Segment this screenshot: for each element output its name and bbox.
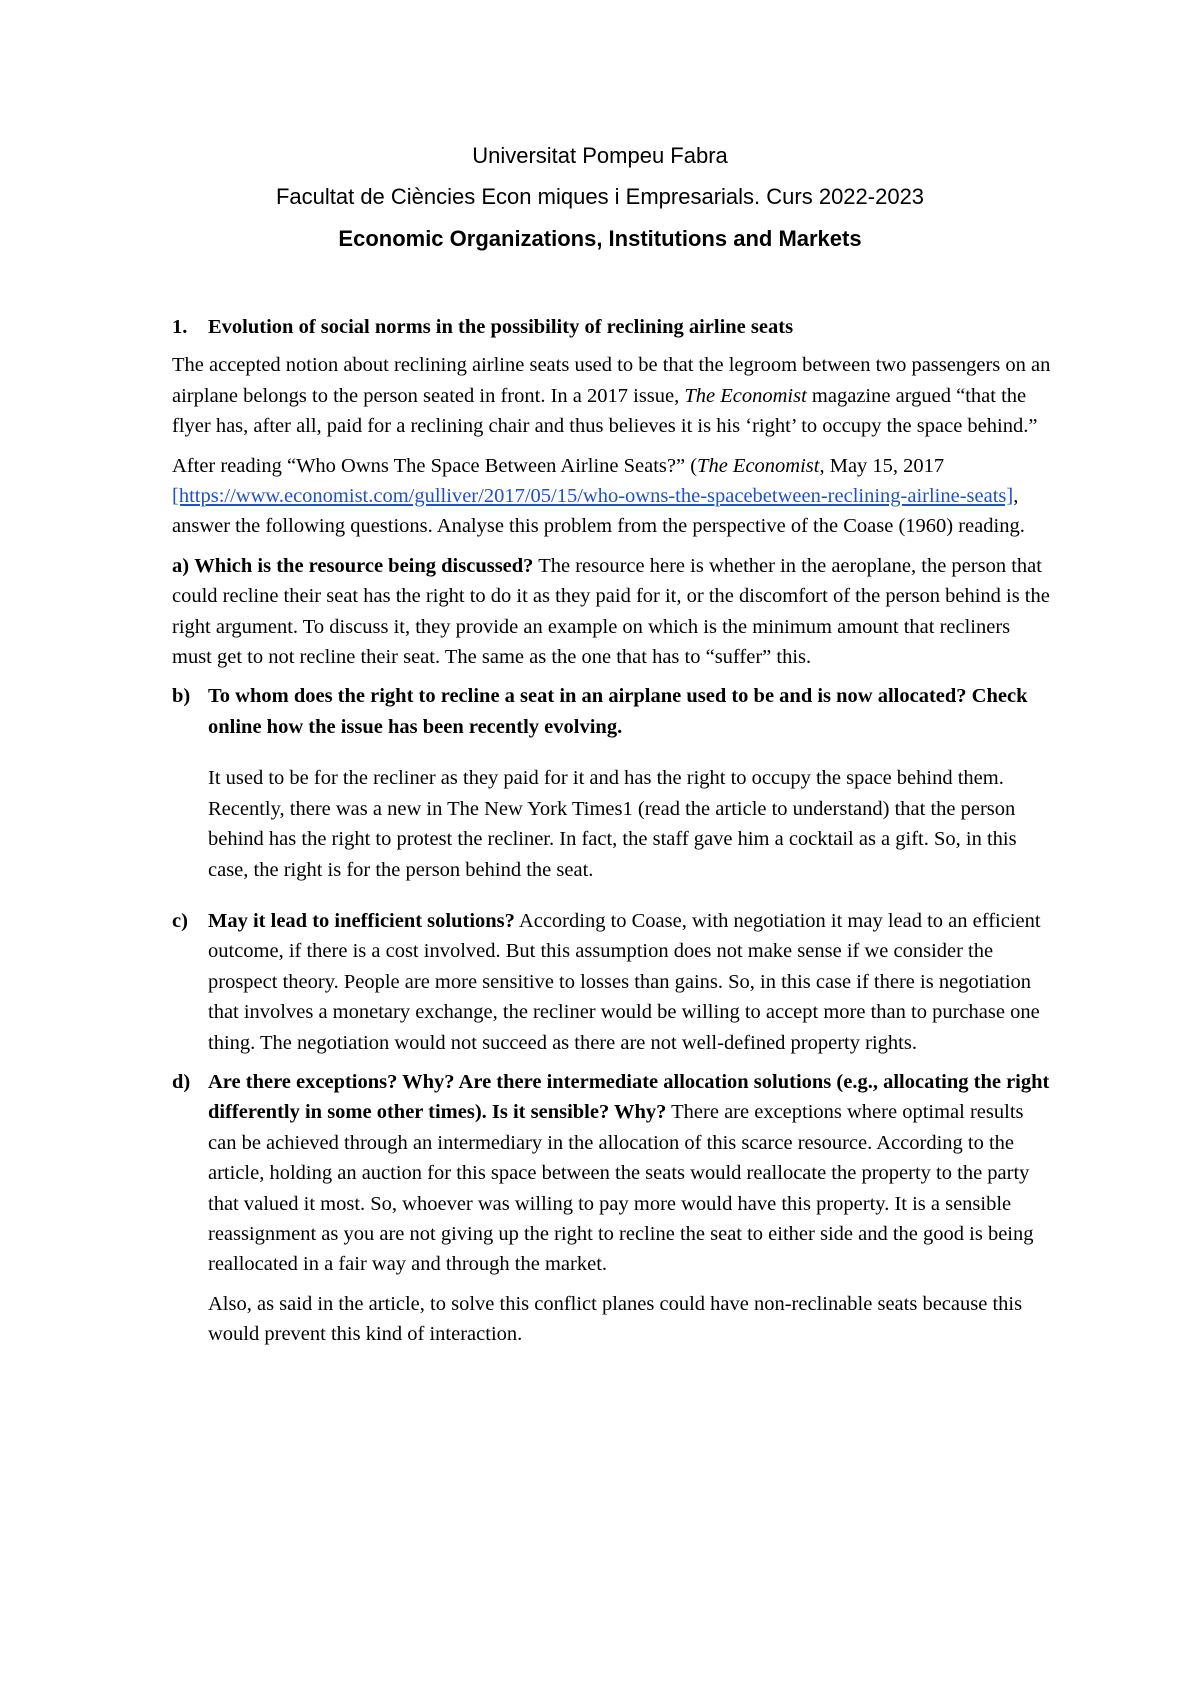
item-a-letter: a) <box>172 554 190 577</box>
item-d-answer: There are exceptions where optimal results can be achieved through an intermediary in the allocation of this scarce resource. According to the article, holding an auction for this space between the seats would reallocate the property to the party that valued it most. So, whoever was willing to pay more would have this property. It is a sensible reassignment as you are not giving up the right to recline the seat to either side and the good is being reallocated in a fair way and through the market. <box>208 1101 1034 1276</box>
item-b-answer: It used to be for the recliner as they paid for it and has the right to occupy the space behind them. Recently, there was a new in The New York Times1 (read the article to understand) that the person behind has the right to protest the recliner. In fact, the staff gave him a cocktail as a gift. So, in this case, the right is for the person behind the seat. <box>208 767 1017 881</box>
item-b-letter: b) <box>172 685 191 708</box>
item-d-question: Are there exceptions? Why? Are there intermediate allocation solutions (e.g., allocating the right differently in some other times). Is it sensible? Why? <box>208 1070 1050 1124</box>
item-c-question: May it lead to inefficient solutions? <box>208 909 515 932</box>
item-c <box>172 906 1052 1058</box>
reading-publication: The Economist <box>697 454 820 477</box>
intro-publication: The Economist <box>684 384 807 407</box>
intro-text-2: magazine argued “that the flyer has, after all, paid for a reclining chair and thus believes it is his ‘right’ to occupy the space behind.” <box>172 384 1038 438</box>
item-d-letter: d) <box>172 1070 191 1093</box>
reading-text-2: , May 15, 2017 <box>819 454 945 477</box>
university-name: Universitat Pompeu Fabra <box>472 143 728 168</box>
faculty-line: Facultat de Ciències Econ miques i Empresarials. Curs 2022-2023 <box>275 184 925 209</box>
item-b-question: To whom does the right to recline a seat in an airplane used to be and is now allocated? Check online how the issue has been recently evolving. <box>208 685 1028 738</box>
item-d-answer-2: Also, as said in the article, to solve this conflict planes could have non-reclinable seats because this would prevent this kind of interaction. <box>208 1292 1023 1346</box>
item-c-letter: c) <box>172 909 188 932</box>
item-a-question: Which is the resource being discussed? <box>194 554 534 577</box>
article-link[interactable]: [https://www.economist.com/gulliver/2017/05/15/who-owns-the-spacebetween-reclining-airline-seats] <box>172 485 1014 508</box>
intro-paragraph <box>172 350 1052 441</box>
item-b <box>172 681 1052 884</box>
item-d <box>172 1067 1052 1350</box>
item-a-answer: The resource here is whether in the aeroplane, the person that could recline their seat has the right to do it as they paid for it, or the discomfort of the person behind is the right argument. To discuss it, they provide an example on which is the minimum amount that recliners must get to not recline their seat. The same as the one that has to “suffer” this. <box>172 554 1050 669</box>
course-title: Economic Organizations, Institutions and Markets <box>338 226 862 251</box>
item-c-answer: According to Coase, with negotiation it may lead to an efficient outcome, if there is a cost involved. But this assumption does not make sense if we consider the prospect theory. People are more sensitive to losses than gains. So, in this case if there is negotiation that involves a monetary exchange, the recliner would be willing to accept more than to purchase one thing. The negotiation would not succeed as there are not well-defined property rights. <box>208 909 1041 1054</box>
question-1-title: Evolution of social norms in the possibility of reclining airline seats <box>208 316 794 338</box>
document-body <box>172 312 1052 1359</box>
reading-paragraph <box>172 451 1052 542</box>
question-1-number: 1. <box>172 316 188 338</box>
item-a <box>172 551 1052 673</box>
intro-text-1: The accepted notion about reclining airline seats used to be that the legroom between two passengers on an airplane belongs to the person seated in front. In a 2017 issue, <box>172 354 1051 407</box>
reading-text-3: , answer the following questions. Analyse this problem from the perspective of the Coase (1960) reading. <box>172 485 1025 538</box>
question-1-heading <box>172 312 1052 342</box>
reading-text-1: After reading “Who Owns The Space Between Airline Seats?” ( <box>172 454 698 477</box>
